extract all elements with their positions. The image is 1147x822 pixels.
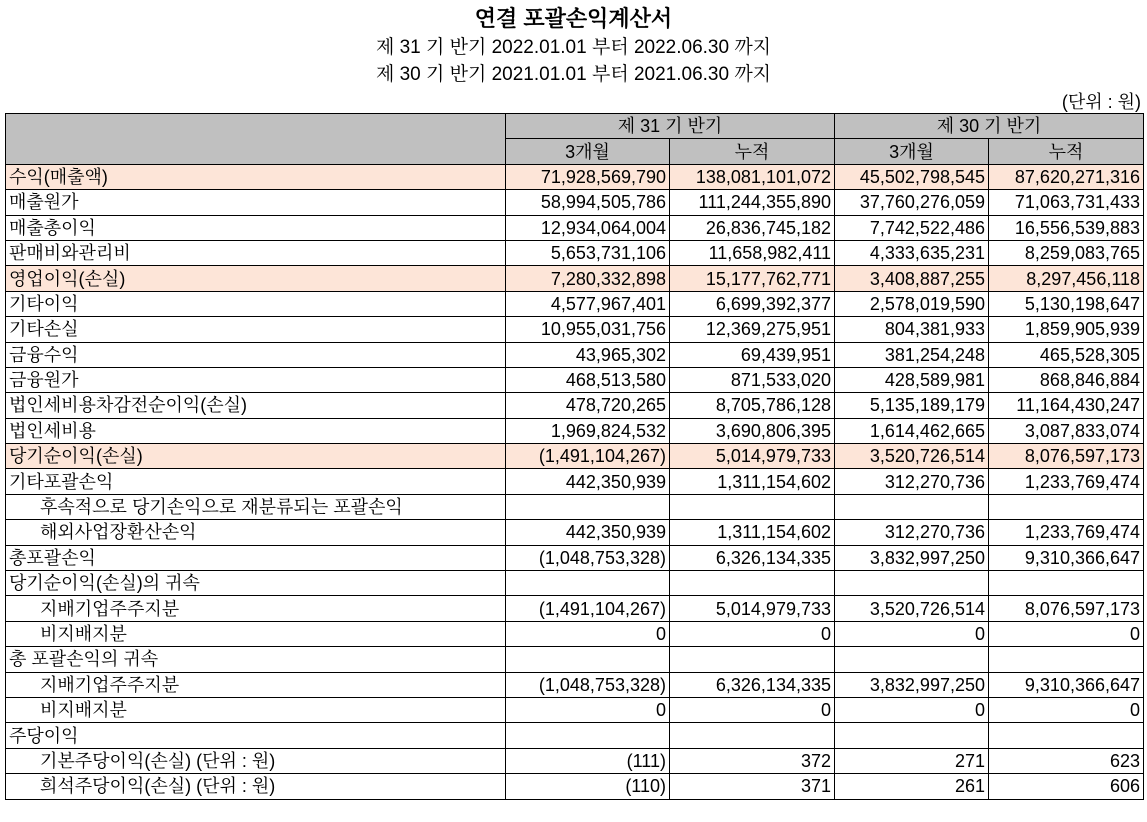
row-value: 69,439,951 — [670, 342, 835, 367]
row-label: 매출원가 — [6, 190, 506, 215]
row-label: 금융수익 — [6, 342, 506, 367]
row-value: 606 — [989, 774, 1144, 799]
row-value: 8,705,786,128 — [670, 393, 835, 418]
table-row — [6, 774, 1144, 799]
table-row — [6, 621, 1144, 646]
row-value — [989, 571, 1144, 596]
row-value: 1,233,769,474 — [989, 469, 1144, 494]
row-label: 비지배지분 — [6, 697, 506, 722]
row-value: (1,491,104,267) — [506, 444, 670, 469]
row-label: 후속적으로 당기손익으로 재분류되는 포괄손익 — [6, 494, 506, 519]
row-label: 총포괄손익 — [6, 545, 506, 570]
table-row — [6, 520, 1144, 545]
row-value: 6,326,134,335 — [670, 672, 835, 697]
row-label: 법인세비용 — [6, 418, 506, 443]
row-value: 381,254,248 — [835, 342, 989, 367]
row-value: 9,310,366,647 — [989, 545, 1144, 570]
row-value: 442,350,939 — [506, 469, 670, 494]
row-value: 428,589,981 — [835, 367, 989, 392]
table-row — [6, 672, 1144, 697]
period-prior: 제 30 기 반기 2021.01.01 부터 2021.06.30 까지 — [375, 64, 772, 85]
row-value: (1,491,104,267) — [506, 596, 670, 621]
table-row — [6, 723, 1144, 748]
row-value — [670, 647, 835, 672]
table-row — [6, 697, 1144, 722]
row-value: 0 — [989, 697, 1144, 722]
row-value: 871,533,020 — [670, 367, 835, 392]
header-3months: 3개월 — [835, 139, 989, 164]
row-label: 당기순이익(손실) — [6, 444, 506, 469]
income-statement-table — [5, 113, 1144, 800]
row-value: 16,556,539,883 — [989, 215, 1144, 240]
table-row — [6, 240, 1144, 265]
table-row — [6, 545, 1144, 570]
row-value — [835, 494, 989, 519]
header-group-current: 제 31 기 반기 — [506, 114, 835, 139]
row-label: 영업이익(손실) — [6, 266, 506, 291]
row-value: 58,994,505,786 — [506, 190, 670, 215]
table-row — [6, 647, 1144, 672]
row-value: 12,934,064,004 — [506, 215, 670, 240]
row-value: 1,614,462,665 — [835, 418, 989, 443]
row-value — [670, 723, 835, 748]
row-value: 111,244,355,890 — [670, 190, 835, 215]
row-value: 465,528,305 — [989, 342, 1144, 367]
row-value: 9,310,366,647 — [989, 672, 1144, 697]
row-value: 5,653,731,106 — [506, 240, 670, 265]
row-value: 8,259,083,765 — [989, 240, 1144, 265]
row-value: 3,087,833,074 — [989, 418, 1144, 443]
row-value: 868,846,884 — [989, 367, 1144, 392]
row-value: 6,699,392,377 — [670, 291, 835, 316]
row-value — [835, 571, 989, 596]
table-row — [6, 444, 1144, 469]
row-value: 5,135,189,179 — [835, 393, 989, 418]
table-row — [6, 469, 1144, 494]
row-label: 법인세비용차감전순이익(손실) — [6, 393, 506, 418]
row-value: 7,742,522,486 — [835, 215, 989, 240]
row-value: 0 — [835, 697, 989, 722]
row-label: 판매비와관리비 — [6, 240, 506, 265]
table-row — [6, 393, 1144, 418]
row-value — [506, 494, 670, 519]
row-value: 1,233,769,474 — [989, 520, 1144, 545]
table-row — [6, 418, 1144, 443]
row-value: 3,690,806,395 — [670, 418, 835, 443]
row-value: 478,720,265 — [506, 393, 670, 418]
row-label: 해외사업장환산손익 — [6, 520, 506, 545]
table-row — [6, 190, 1144, 215]
row-value: 312,270,736 — [835, 520, 989, 545]
row-value: 7,280,332,898 — [506, 266, 670, 291]
row-label: 총 포괄손익의 귀속 — [6, 647, 506, 672]
row-value — [989, 723, 1144, 748]
row-value: 3,832,997,250 — [835, 545, 989, 570]
row-value: 71,063,731,433 — [989, 190, 1144, 215]
table-row — [6, 342, 1144, 367]
row-value: 1,969,824,532 — [506, 418, 670, 443]
header-3months: 3개월 — [506, 139, 670, 164]
row-value: 312,270,736 — [835, 469, 989, 494]
row-value: 12,369,275,951 — [670, 317, 835, 342]
row-label: 당기순이익(손실)의 귀속 — [6, 571, 506, 596]
header-blank — [6, 114, 506, 165]
table-row — [6, 215, 1144, 240]
row-label: 주당이익 — [6, 723, 506, 748]
row-value — [989, 647, 1144, 672]
row-value: 45,502,798,545 — [835, 164, 989, 189]
row-value: 11,658,982,411 — [670, 240, 835, 265]
table-row — [6, 748, 1144, 773]
row-value: 1,859,905,939 — [989, 317, 1144, 342]
row-value: 3,408,887,255 — [835, 266, 989, 291]
row-value: 1,311,154,602 — [670, 520, 835, 545]
row-value: 2,578,019,590 — [835, 291, 989, 316]
row-value: 0 — [989, 621, 1144, 646]
row-value: 10,955,031,756 — [506, 317, 670, 342]
row-value: 8,076,597,173 — [989, 444, 1144, 469]
row-label: 지배기업주주지분 — [6, 672, 506, 697]
row-value: 138,081,101,072 — [670, 164, 835, 189]
row-label: 금융원가 — [6, 367, 506, 392]
row-value: 4,333,635,231 — [835, 240, 989, 265]
table-row — [6, 164, 1144, 189]
row-value: 6,326,134,335 — [670, 545, 835, 570]
row-value: 261 — [835, 774, 989, 799]
row-value: (110) — [506, 774, 670, 799]
row-value: 0 — [670, 621, 835, 646]
row-value: 0 — [506, 621, 670, 646]
unit-label: (단위 : 원) — [1061, 92, 1141, 112]
period-current: 제 31 기 반기 2022.01.01 부터 2022.06.30 까지 — [375, 37, 772, 58]
table-row — [6, 571, 1144, 596]
row-value: (1,048,753,328) — [506, 545, 670, 570]
row-value — [670, 494, 835, 519]
row-value: 87,620,271,316 — [989, 164, 1144, 189]
statement-title: 연결 포괄손익계산서 — [474, 6, 673, 31]
row-value: 5,014,979,733 — [670, 596, 835, 621]
row-value: (111) — [506, 748, 670, 773]
row-value: 0 — [835, 621, 989, 646]
table-row — [6, 266, 1144, 291]
row-value: 26,836,745,182 — [670, 215, 835, 240]
table-row — [6, 317, 1144, 342]
row-label: 기타손실 — [6, 317, 506, 342]
row-label: 기타포괄손익 — [6, 469, 506, 494]
table-row — [6, 291, 1144, 316]
row-value: 468,513,580 — [506, 367, 670, 392]
header-cumulative: 누적 — [989, 139, 1144, 164]
row-label: 지배기업주주지분 — [6, 596, 506, 621]
row-value: 8,076,597,173 — [989, 596, 1144, 621]
row-label: 기타이익 — [6, 291, 506, 316]
row-value: 5,130,198,647 — [989, 291, 1144, 316]
row-value: 3,520,726,514 — [835, 444, 989, 469]
row-label: 기본주당이익(손실) (단위 : 원) — [6, 748, 506, 773]
row-label: 희석주당이익(손실) (단위 : 원) — [6, 774, 506, 799]
row-value: 1,311,154,602 — [670, 469, 835, 494]
row-value: 37,760,276,059 — [835, 190, 989, 215]
header-group-prior: 제 30 기 반기 — [835, 114, 1144, 139]
row-value: 0 — [670, 697, 835, 722]
row-value: 11,164,430,247 — [989, 393, 1144, 418]
row-value — [506, 723, 670, 748]
row-value — [989, 494, 1144, 519]
row-value — [506, 647, 670, 672]
row-value: 371 — [670, 774, 835, 799]
row-label: 매출총이익 — [6, 215, 506, 240]
row-value — [835, 647, 989, 672]
row-value: 372 — [670, 748, 835, 773]
row-value: 804,381,933 — [835, 317, 989, 342]
row-value: 442,350,939 — [506, 520, 670, 545]
row-value: 3,520,726,514 — [835, 596, 989, 621]
table-row — [6, 596, 1144, 621]
row-label: 비지배지분 — [6, 621, 506, 646]
row-value — [506, 571, 670, 596]
row-value — [670, 571, 835, 596]
row-value: 3,832,997,250 — [835, 672, 989, 697]
table-row — [6, 367, 1144, 392]
row-value: 271 — [835, 748, 989, 773]
row-value: 5,014,979,733 — [670, 444, 835, 469]
header-cumulative: 누적 — [670, 139, 835, 164]
table-row — [6, 494, 1144, 519]
row-value: 8,297,456,118 — [989, 266, 1144, 291]
row-value: 4,577,967,401 — [506, 291, 670, 316]
row-value: 15,177,762,771 — [670, 266, 835, 291]
row-value: 0 — [506, 697, 670, 722]
row-value: (1,048,753,328) — [506, 672, 670, 697]
row-value: 71,928,569,790 — [506, 164, 670, 189]
row-label: 수익(매출액) — [6, 164, 506, 189]
row-value: 43,965,302 — [506, 342, 670, 367]
row-value — [835, 723, 989, 748]
row-value: 623 — [989, 748, 1144, 773]
